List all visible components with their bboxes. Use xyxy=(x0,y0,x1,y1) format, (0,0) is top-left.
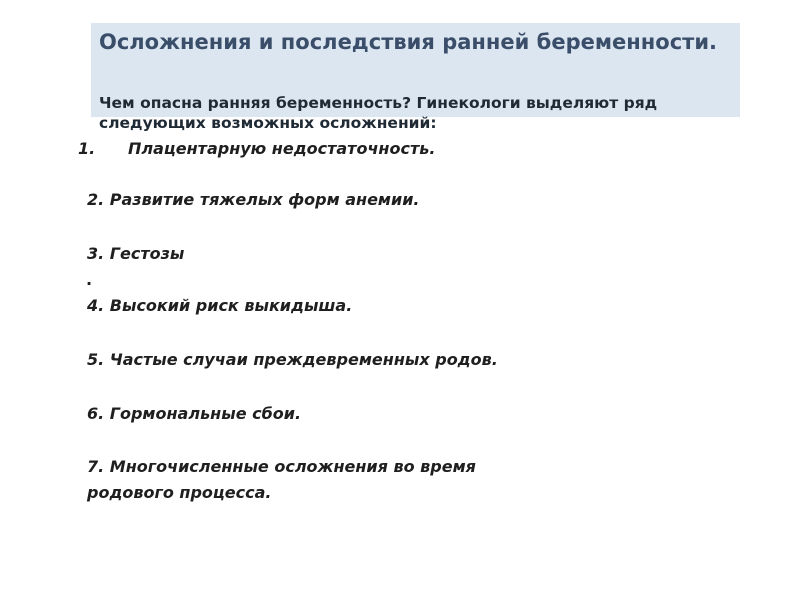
list-item-1-text: Плацентарную недостаточность. xyxy=(128,139,436,158)
list-item-1-number: 1. xyxy=(78,139,96,158)
stray-dot: . xyxy=(86,270,93,289)
list-item-3: 3. Гестозы xyxy=(87,244,185,263)
list-item-7-line-1: 7. Многочисленные осложнения во время xyxy=(87,457,476,476)
list-item-2: 2. Развитие тяжелых форм анемии. xyxy=(87,190,420,209)
slide-title: Осложнения и последствия ранней беременности. xyxy=(99,30,718,54)
slide-intro: Чем опасна ранняя беременность? Гинекологи выделяют ряд следующих возможных осложнений: xyxy=(99,94,658,132)
list-item-4: 4. Высокий риск выкидыша. xyxy=(87,296,353,315)
list-item-6: 6. Гормональные сбои. xyxy=(87,404,302,423)
list-item-7-line-2: родового процесса. xyxy=(87,483,272,502)
list-item-5: 5. Частые случаи преждевременных родов. xyxy=(87,350,498,369)
